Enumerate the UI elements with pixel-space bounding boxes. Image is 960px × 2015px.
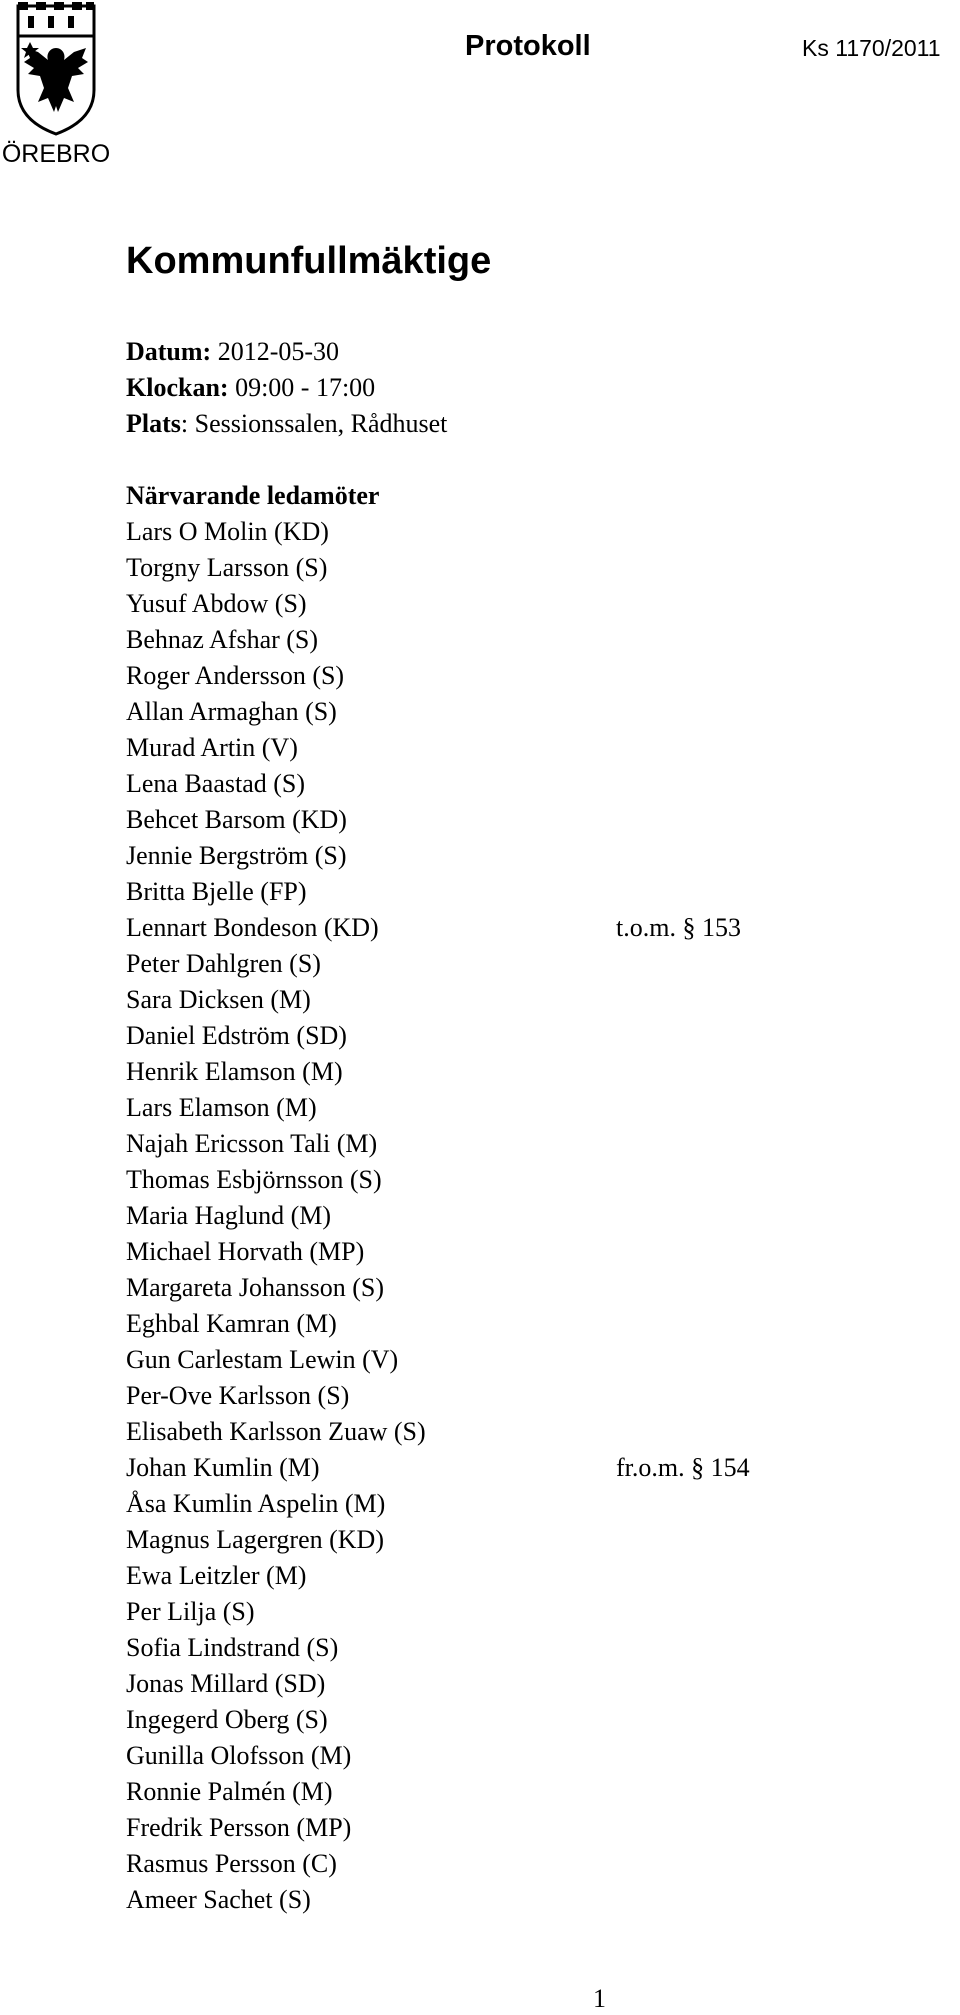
place-line <box>126 406 447 442</box>
member-name: Lars Elamson (M) <box>126 1093 317 1122</box>
time-value: 09:00 - 17:00 <box>228 373 376 402</box>
member-name: Eghbal Kamran (M) <box>126 1309 337 1338</box>
member-name: Behcet Barsom (KD) <box>126 805 347 834</box>
member-row <box>126 1162 886 1198</box>
member-name: Ingegerd Oberg (S) <box>126 1705 328 1734</box>
place-value: : Sessionssalen, Rådhuset <box>180 409 448 438</box>
member-name: Fredrik Persson (MP) <box>126 1813 352 1842</box>
member-row <box>126 514 886 550</box>
member-row <box>126 1270 886 1306</box>
member-name: Ameer Sachet (S) <box>126 1885 311 1914</box>
member-row <box>126 586 886 622</box>
attendee-heading: Närvarande ledamöter <box>126 481 380 510</box>
member-row <box>126 982 886 1018</box>
member-name: Gun Carlestam Lewin (V) <box>126 1345 399 1374</box>
logo-text: ÖREBRO <box>1 140 111 168</box>
member-row <box>126 1414 886 1450</box>
member-name: Lennart Bondeson (KD) <box>126 913 379 942</box>
member-row <box>126 1054 886 1090</box>
date-value: 2012-05-30 <box>211 337 340 366</box>
member-row <box>126 1774 886 1810</box>
member-name: Peter Dahlgren (S) <box>126 949 321 978</box>
member-name: Najah Ericsson Tali (M) <box>126 1129 378 1158</box>
member-name: Rasmus Persson (C) <box>126 1849 337 1878</box>
member-name: Gunilla Olofsson (M) <box>126 1741 352 1770</box>
member-name: Yusuf Abdow (S) <box>126 589 307 618</box>
member-rows <box>126 514 886 1918</box>
member-row <box>126 802 886 838</box>
member-name: Johan Kumlin (M) <box>126 1453 320 1482</box>
member-row <box>126 658 886 694</box>
member-name: Thomas Esbjörnsson (S) <box>126 1165 382 1194</box>
case-reference: Ks 1170/2011 <box>802 35 941 61</box>
time-line <box>126 370 447 406</box>
member-row <box>126 874 886 910</box>
member-row <box>126 838 886 874</box>
member-name: Daniel Edström (SD) <box>126 1021 347 1050</box>
time-label: Klockan: <box>126 373 229 402</box>
member-name: Ewa Leitzler (M) <box>126 1561 307 1590</box>
member-row <box>126 1378 886 1414</box>
place-label: Plats <box>126 409 181 438</box>
member-row <box>126 1666 886 1702</box>
member-attendance-note: t.o.m. § 153 <box>616 913 741 942</box>
member-name: Maria Haglund (M) <box>126 1201 332 1230</box>
member-row <box>126 1018 886 1054</box>
member-row <box>126 1882 886 1918</box>
date-label: Datum: <box>126 337 212 366</box>
member-name: Åsa Kumlin Aspelin (M) <box>126 1489 386 1518</box>
orebro-logo <box>0 0 112 176</box>
member-name: Britta Bjelle (FP) <box>126 877 307 906</box>
member-row <box>126 622 886 658</box>
member-row <box>126 1846 886 1882</box>
document-title: Kommunfullmäktige <box>126 240 492 282</box>
member-name: Jennie Bergström (S) <box>126 841 347 870</box>
member-name: Roger Andersson (S) <box>126 661 345 690</box>
member-name: Murad Artin (V) <box>126 733 298 762</box>
member-name: Michael Horvath (MP) <box>126 1237 365 1266</box>
member-name: Sofia Lindstrand (S) <box>126 1633 339 1662</box>
member-row <box>126 1738 886 1774</box>
member-name: Lars O Molin (KD) <box>126 517 329 546</box>
member-name: Elisabeth Karlsson Zuaw (S) <box>126 1417 426 1446</box>
member-name: Sara Dicksen (M) <box>126 985 311 1014</box>
member-row <box>126 946 886 982</box>
member-row <box>126 1126 886 1162</box>
member-row <box>126 694 886 730</box>
coat-of-arms-eagle-icon <box>12 2 100 138</box>
member-row <box>126 1486 886 1522</box>
member-row <box>126 1630 886 1666</box>
member-row <box>126 1090 886 1126</box>
member-name: Lena Baastad (S) <box>126 769 306 798</box>
member-name: Ronnie Palmén (M) <box>126 1777 333 1806</box>
member-row <box>126 1810 886 1846</box>
member-row <box>126 1702 886 1738</box>
member-name: Torgny Larsson (S) <box>126 553 328 582</box>
member-name: Per-Ove Karlsson (S) <box>126 1381 350 1410</box>
member-row <box>126 910 886 946</box>
meeting-details <box>126 334 447 442</box>
attendee-list <box>126 478 886 1918</box>
member-row <box>126 730 886 766</box>
member-row <box>126 1306 886 1342</box>
member-row <box>126 1234 886 1270</box>
member-row <box>126 1522 886 1558</box>
member-name: Margareta Johansson (S) <box>126 1273 385 1302</box>
member-row <box>126 1558 886 1594</box>
header-title: Protokoll <box>465 30 591 62</box>
member-attendance-note: fr.o.m. § 154 <box>616 1453 750 1482</box>
member-name: Henrik Elamson (M) <box>126 1057 343 1086</box>
member-row <box>126 1198 886 1234</box>
member-name: Magnus Lagergren (KD) <box>126 1525 384 1554</box>
member-row <box>126 550 886 586</box>
date-line <box>126 334 447 370</box>
page-number: 1 <box>593 1984 606 2013</box>
member-row <box>126 1450 886 1486</box>
member-row <box>126 766 886 802</box>
member-name: Allan Armaghan (S) <box>126 697 337 726</box>
member-name: Per Lilja (S) <box>126 1597 255 1626</box>
member-name: Behnaz Afshar (S) <box>126 625 319 654</box>
member-row <box>126 1594 886 1630</box>
member-row <box>126 1342 886 1378</box>
member-name: Jonas Millard (SD) <box>126 1669 326 1698</box>
